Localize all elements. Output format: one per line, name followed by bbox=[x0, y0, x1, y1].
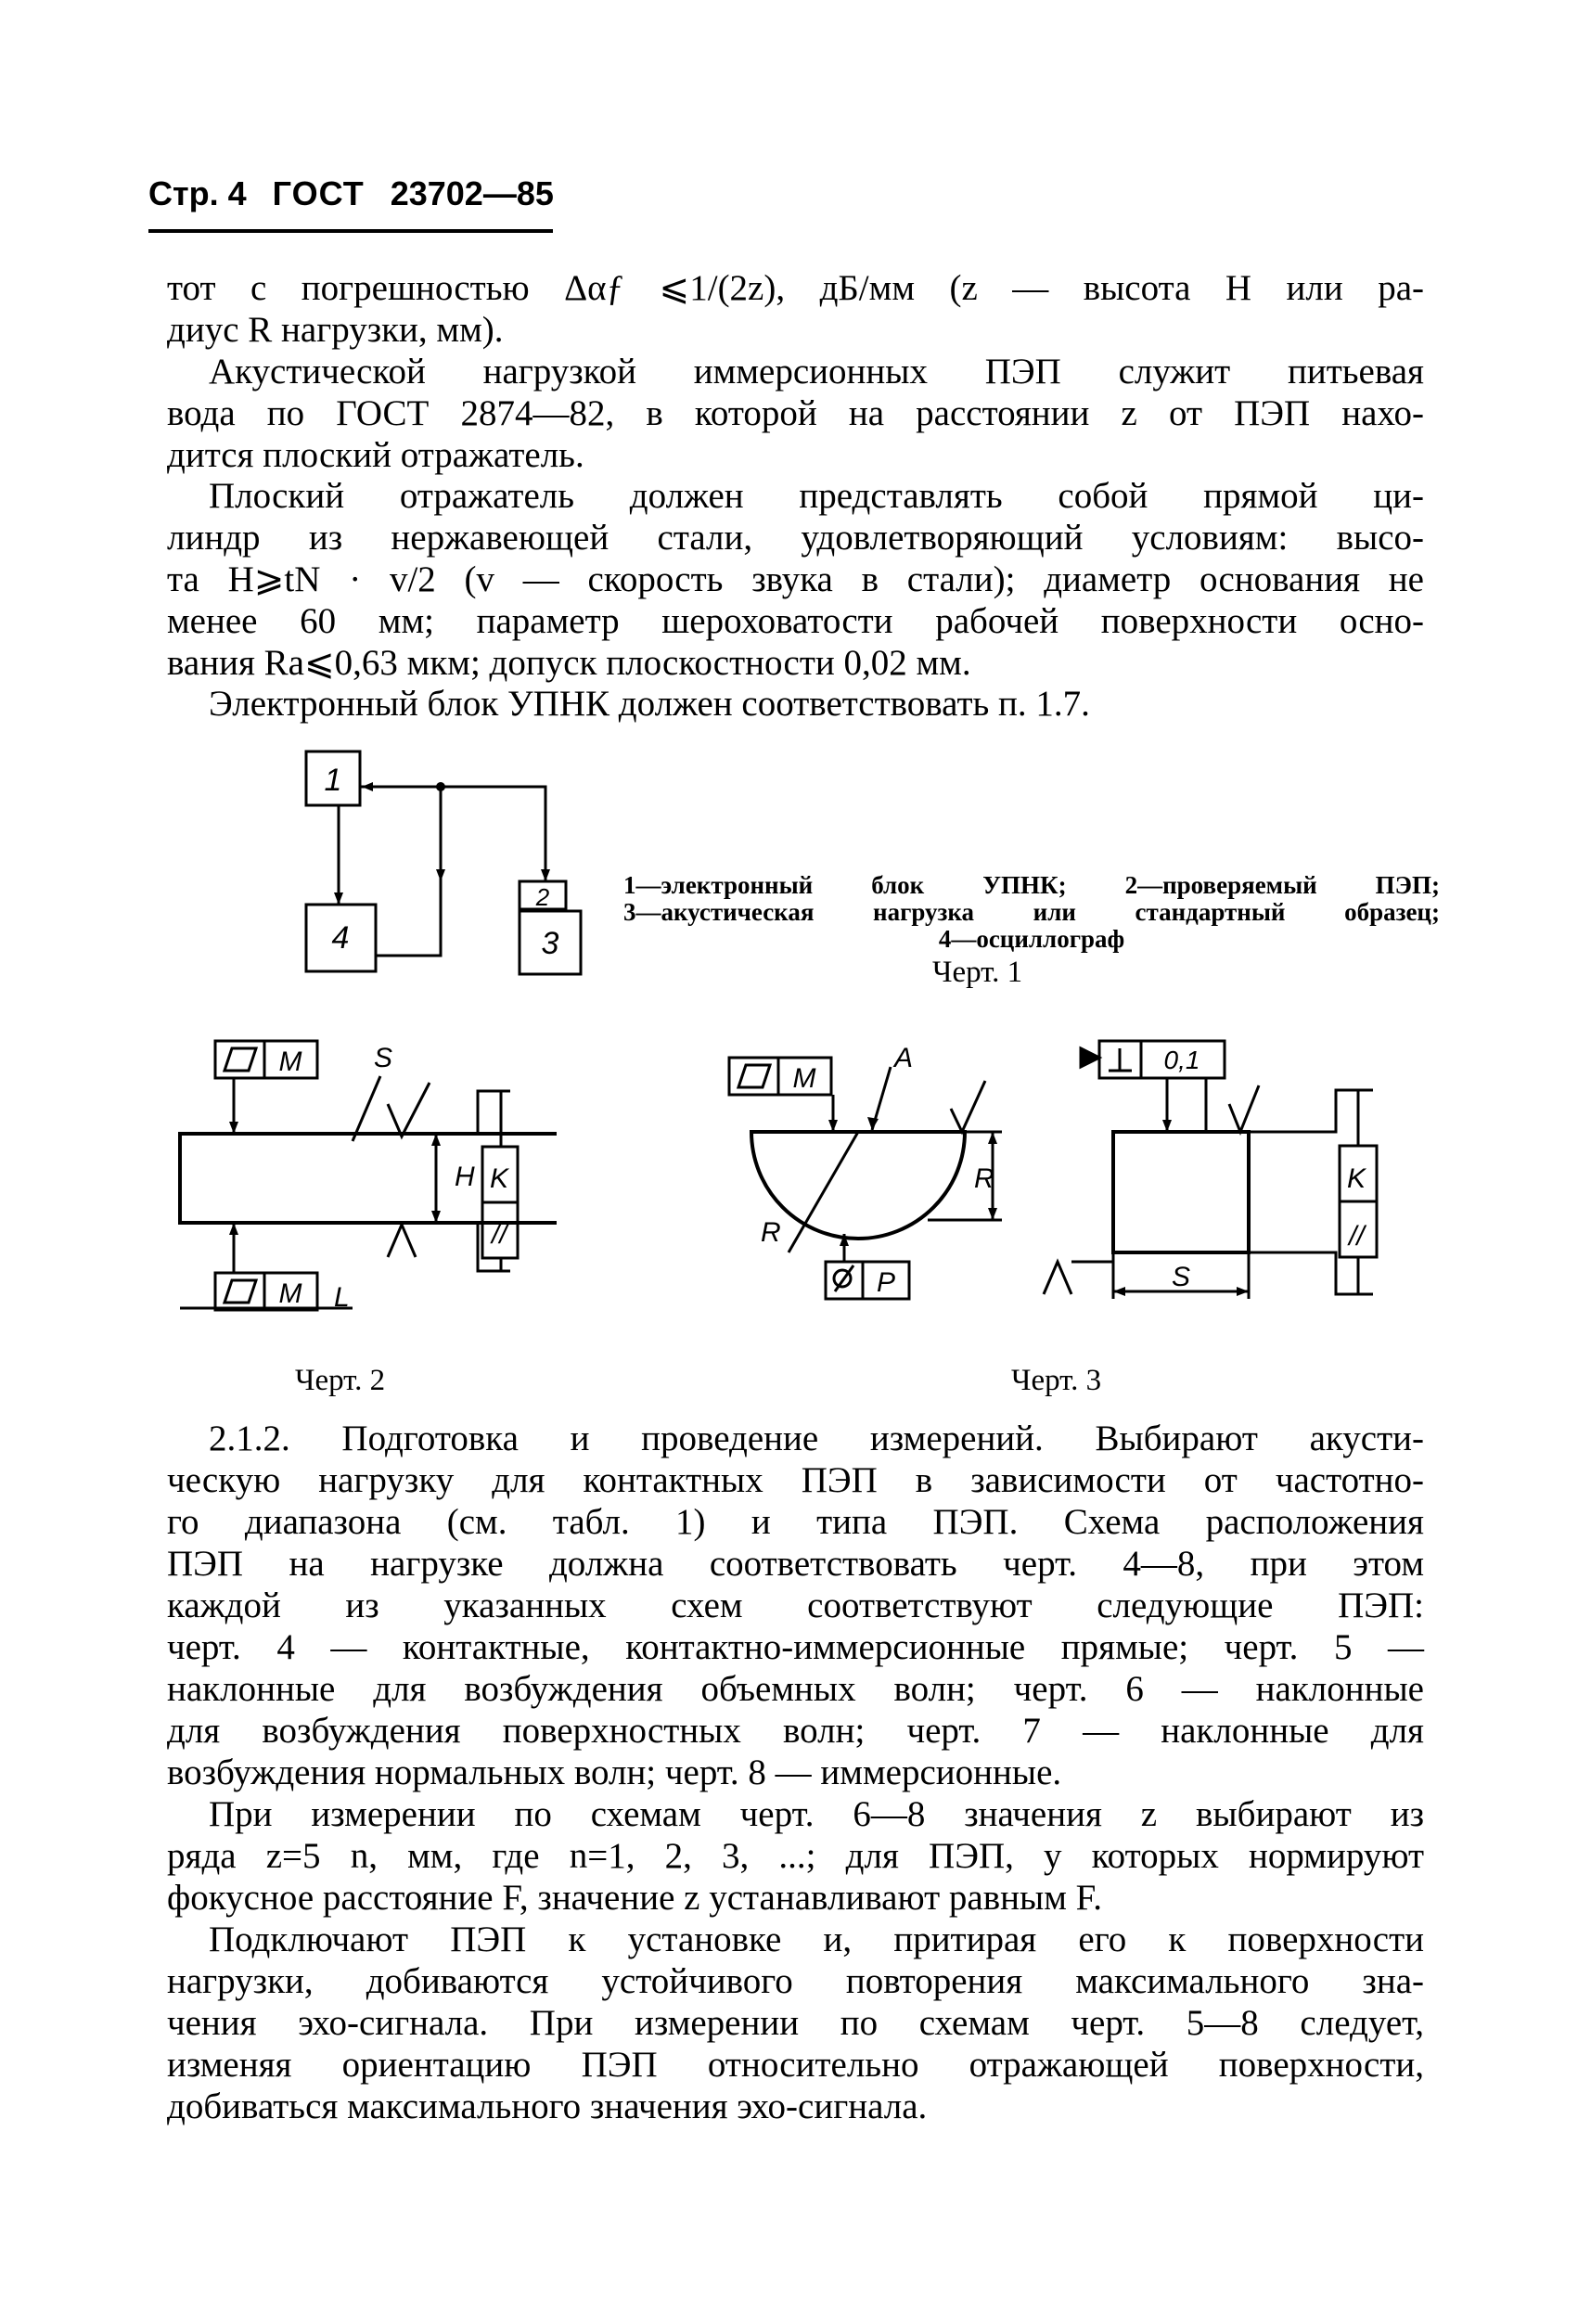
text-line: Электронный блок УПНК должен соответствовать п. 1.7. bbox=[209, 684, 1090, 724]
text-line: Подключают ПЭП к установке и, притирая его к поверхности bbox=[209, 1920, 1424, 1959]
label-r-right: R bbox=[974, 1163, 994, 1194]
text-line: менее 60 мм; параметр шероховатости рабочей поверхности осно- bbox=[167, 601, 1424, 641]
figure-3-caption: Черт. 3 bbox=[1011, 1364, 1102, 1397]
text-line: линдр из нержавеющей стали, удовлетворяющий условиям: высо- bbox=[167, 518, 1424, 558]
parallel-symbol: // bbox=[492, 1219, 507, 1250]
text-line: чения эхо-сигнала. При измерении по схемам черт. 5—8 следует, bbox=[167, 2003, 1424, 2043]
text-line: 2.1.2. Подготовка и проведение измерений. Выбирают акусти- bbox=[209, 1419, 1424, 1458]
header-rule bbox=[148, 229, 553, 233]
label-m-top: M bbox=[278, 1046, 302, 1077]
legend-line: 1—электронный блок УПНК; 2—проверяемый ПЭП; bbox=[623, 871, 1440, 899]
label-r-left: R bbox=[761, 1217, 781, 1248]
label-p: P bbox=[876, 1267, 896, 1298]
text-line: изменяя ориентацию ПЭП относительно отражающей поверхности, bbox=[167, 2045, 1424, 2085]
text-line: При измерении по схемам черт. 6—8 значения z выбирают из bbox=[209, 1794, 1424, 1834]
text-line: ПЭП на нагрузке должна соответствовать черт. 4—8, при этом bbox=[167, 1544, 1424, 1584]
text-line: дится плоский отражатель. bbox=[167, 435, 584, 475]
standard-number: 23702—85 bbox=[390, 174, 554, 212]
label-s: S bbox=[374, 1043, 393, 1073]
label-a: A bbox=[894, 1043, 914, 1073]
text-line: тот с погрешностью Δαƒ ⩽1/(2z), дБ/мм (z — высота H или ра- bbox=[167, 268, 1424, 308]
page-header bbox=[148, 174, 571, 221]
text-line: диус R нагрузки, мм). bbox=[167, 310, 504, 350]
page-number: Стр. 4 bbox=[148, 174, 247, 212]
label-s: S bbox=[1171, 1262, 1191, 1292]
figure-1-caption: Черт. 1 bbox=[932, 956, 1023, 989]
label-l: L bbox=[334, 1282, 350, 1313]
text-line: вания Ra⩽0,63 мкм; допуск плоскостности 0,02 мм. bbox=[167, 643, 971, 683]
box-2-label: 2 bbox=[535, 883, 550, 911]
text-line: черт. 4 — контактные, контактно-иммерсионные прямые; черт. 5 — bbox=[167, 1627, 1424, 1667]
text-line: каждой из указанных схем соответствуют следующие ПЭП: bbox=[167, 1586, 1424, 1625]
text-line: возбуждения нормальных волн; черт. 8 — иммерсионные. bbox=[167, 1753, 1062, 1792]
text-line: наклонные для возбуждения объемных волн; черт. 6 — наклонные bbox=[167, 1669, 1424, 1709]
text-line: Плоский отражатель должен представлять собой прямой ци- bbox=[209, 476, 1424, 516]
box-1-label: 1 bbox=[324, 763, 342, 798]
text-line: вода по ГОСТ 2874—82, в которой на расстоянии z от ПЭП нахо- bbox=[167, 393, 1424, 433]
box-3-label: 3 bbox=[541, 926, 559, 961]
figure-3-hemisphere-and-cylinder bbox=[724, 1030, 1429, 1327]
label-tolerance: 0,1 bbox=[1163, 1046, 1200, 1074]
box-4-label: 4 bbox=[331, 920, 350, 956]
text-line: го диапазона (см. табл. 1) и типа ПЭП. Схема расположения bbox=[167, 1502, 1424, 1542]
text-line: нагрузки, добиваются устойчивого повторения максимального зна- bbox=[167, 1961, 1424, 2001]
figure-2-caption: Черт. 2 bbox=[295, 1364, 386, 1397]
label-k: K bbox=[490, 1163, 509, 1194]
text-line: Акустической нагрузкой иммерсионных ПЭП служит питьевая bbox=[209, 352, 1424, 392]
legend-line: 3—акустическая нагрузка или стандартный образец; bbox=[623, 898, 1440, 926]
figure-2-rectangular-block bbox=[167, 1030, 557, 1327]
figure-1-block-diagram bbox=[288, 733, 603, 1002]
label-h: H bbox=[455, 1162, 475, 1192]
text-line: та H⩾tN · v/2 (v — скорость звука в стали); диаметр основания не bbox=[167, 559, 1424, 599]
standard-name: ГОСТ bbox=[272, 174, 365, 212]
label-m-bottom: M bbox=[278, 1278, 302, 1309]
text-line: ряда z=5 n, мм, где n=1, 2, 3, ...; для ПЭП, у которых нормируют bbox=[167, 1836, 1424, 1876]
label-k: K bbox=[1347, 1163, 1366, 1194]
parallel-symbol: // bbox=[1349, 1221, 1365, 1252]
text-line: фокусное расстояние F, значение z устанавливают равным F. bbox=[167, 1878, 1102, 1918]
figure-1-legend bbox=[623, 872, 1440, 953]
label-m: M bbox=[792, 1063, 816, 1094]
text-line: для возбуждения поверхностных волн; черт. 7 — наклонные для bbox=[167, 1711, 1424, 1751]
text-line: добиваться максимального значения эхо-сигнала. bbox=[167, 2086, 928, 2126]
text-line: ческую нагрузку для контактных ПЭП в зависимости от частотно- bbox=[167, 1460, 1424, 1500]
legend-line: 4—осциллограф bbox=[938, 925, 1125, 953]
